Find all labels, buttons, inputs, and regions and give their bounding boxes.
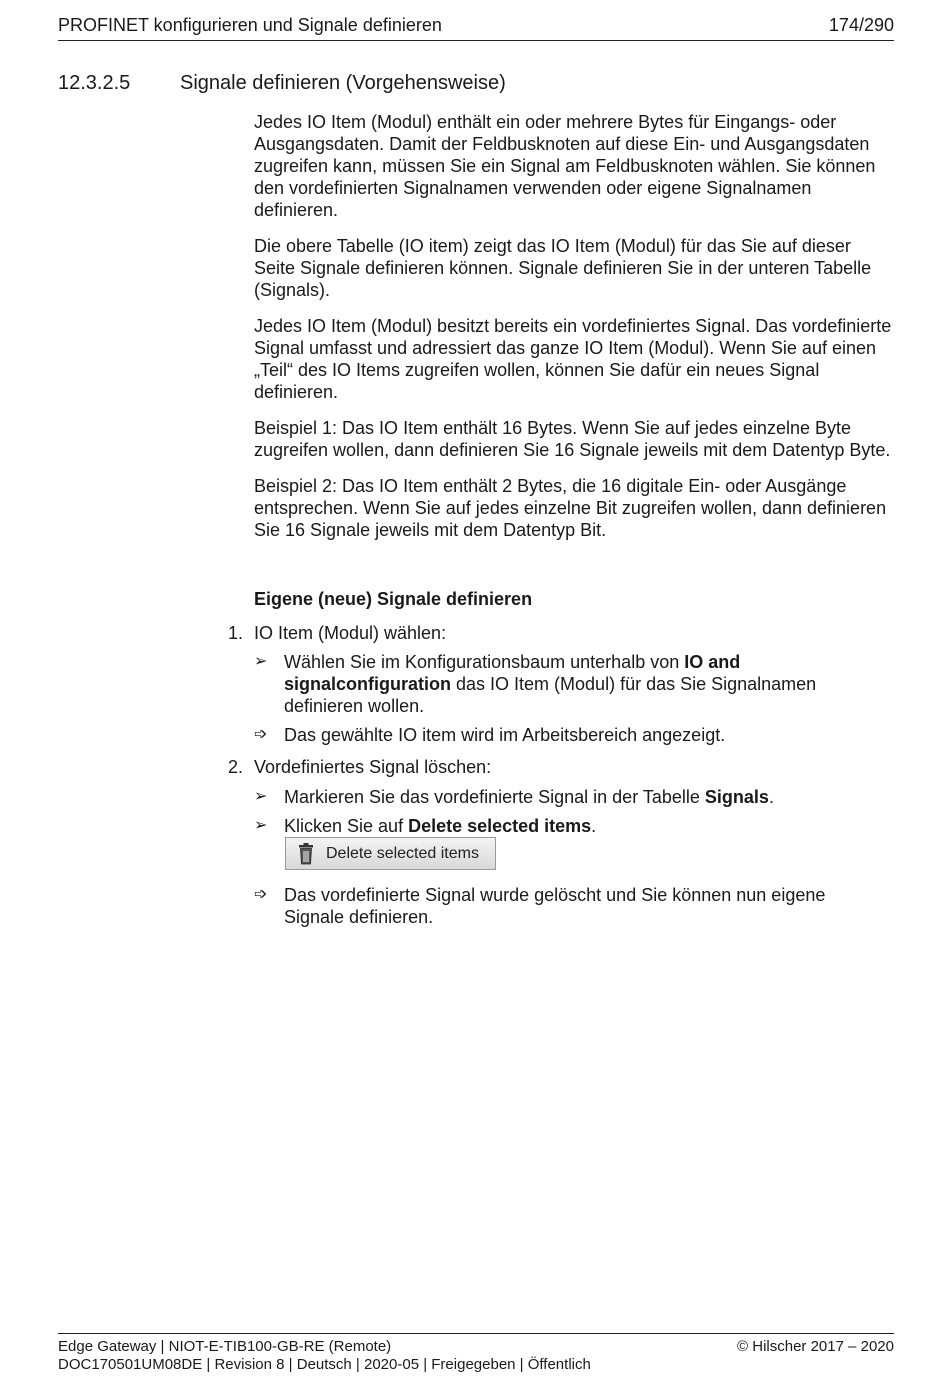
step-number: 2. [228, 757, 244, 777]
delete-selected-items-button[interactable] [285, 837, 496, 870]
trash-icon [296, 843, 316, 865]
action-text: Wählen Sie im Konfigurationsbaum unterhalb von IO and signalconfiguration das IO Item (Modul) für das Sie Signalnamen definieren wollen. [284, 652, 817, 716]
arrow-action-icon: ➢ [254, 788, 268, 805]
paragraph: Beispiel 2: Das IO Item enthält 2 Bytes, die 16 digitale Ein- oder Ausgänge entsprechen. Wenn Sie auf jedes einzelne Bit zugreifen wollen, dann definieren Sie 16 Signale jeweils mit dem Datentyp Bit. [254, 476, 887, 540]
subheading: Eigene (neue) Signale definieren [254, 589, 533, 609]
footer-copyright: © Hilscher 2017 – 2020 [737, 1338, 894, 1355]
page-number: 174/290 [828, 15, 894, 35]
page-footer [58, 1333, 894, 1373]
page-header [58, 14, 894, 41]
paragraph: Die obere Tabelle (IO item) zeigt das IO Item (Modul) für das Sie auf dieser Seite Signale definieren können. Signale definieren Sie in der unteren Tabelle (Signals). [254, 236, 872, 300]
footer-product: Edge Gateway | NIOT-E-TIB100-GB-RE (Remote) [58, 1338, 392, 1355]
section-number: 12.3.2.5 [58, 72, 131, 94]
arrow-action-icon: ➢ [254, 653, 268, 670]
footer-document-info: DOC170501UM08DE | Revision 8 | Deutsch | 2020-05 | Freigegeben | Öffentlich [58, 1356, 591, 1373]
step-text: IO Item (Modul) wählen: [254, 623, 447, 643]
section-title: Signale definieren (Vorgehensweise) [180, 72, 506, 94]
result-arrow-icon: ➩ [254, 886, 268, 903]
step-number: 1. [228, 623, 244, 643]
paragraph: Jedes IO Item (Modul) enthält ein oder mehrere Bytes für Eingangs- oder Ausgangsdaten. Damit der Feldbusknoten auf diese Ein- und Ausgangsdaten zugreifen kann, müssen Sie ein Signal am Feldbusknoten wählen. Sie können den vordefinierten Signalnamen verwenden oder eigene Signalnamen definieren. [254, 112, 876, 220]
action-text: Markieren Sie das vordefinierte Signal in der Tabelle Signals. [284, 787, 774, 807]
paragraph: Jedes IO Item (Modul) besitzt bereits ein vordefiniertes Signal. Das vordefinierte Signal umfasst und adressiert das ganze IO Item (Modul). Wenn Sie auf einen „Teil“ des IO Items zugreifen wollen, können Sie dafür ein neues Signal definieren. [254, 316, 892, 402]
paragraph: Beispiel 1: Das IO Item enthält 16 Bytes. Wenn Sie auf jedes einzelne Byte zugreifen wollen, dann definieren Sie 16 Signale jeweils mit dem Datentyp Byte. [254, 418, 891, 460]
button-label: Delete selected items [326, 844, 479, 862]
step-text: Vordefiniertes Signal löschen: [254, 757, 492, 777]
step-2 [228, 756, 491, 778]
action-text: Klicken Sie auf Delete selected items. [284, 816, 597, 836]
result-text: Das vordefinierte Signal wurde gelöscht und Sie können nun eigene Signale definieren. [284, 885, 826, 927]
result-text: Das gewählte IO item wird im Arbeitsbereich angezeigt. [284, 725, 726, 745]
header-title: PROFINET konfigurieren und Signale definieren [58, 15, 442, 35]
result-arrow-icon: ➩ [254, 726, 268, 743]
body-text [254, 111, 894, 555]
arrow-action-icon: ➢ [254, 817, 268, 834]
step-1 [228, 622, 446, 644]
